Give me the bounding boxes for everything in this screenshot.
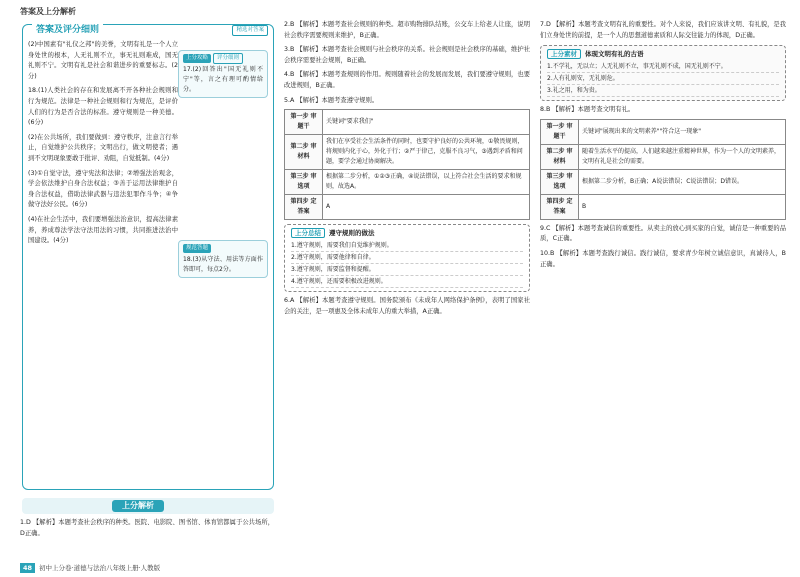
table-cell: 第三步 审选项 xyxy=(285,170,323,195)
table-row xyxy=(541,144,786,169)
page-footer xyxy=(20,563,160,573)
section-bar xyxy=(22,498,274,514)
card-tag: 精选对答案 xyxy=(232,25,268,36)
summary-line: 4.遵守规则，还需要积极改进规则。 xyxy=(291,276,523,288)
summary-line: 1.遵守规则，需要我们自觉维护规则。 xyxy=(291,240,523,252)
table-cell: A xyxy=(323,195,530,220)
table-cell: 第四步 定答案 xyxy=(285,195,323,220)
summary-title xyxy=(291,228,523,238)
column-2 xyxy=(284,20,530,317)
analysis-table-5 xyxy=(284,109,530,220)
answer-18-2: (2)在公共场所，我们要做到：遵守秩序，注意言行举止，自觉维护公共秩序；文明出行，做文明使者；遇到不文明现象要敢于批评、劝阻，自觉抵制。(4分) xyxy=(28,133,178,162)
answer-17-2: (2)中国素有"礼仪之邦"的美誉，文明有礼是一个人立身处世的根本，人无礼则不立，事无礼则难成，国无礼则不宁。文明有礼是社会和谐进步的重要标志。(2分) xyxy=(28,41,178,80)
summary-badge: 上分总结 xyxy=(291,228,325,238)
table-row xyxy=(285,170,530,195)
card-title: 答案及评分细则 xyxy=(32,24,103,38)
material-heading: 体现文明有礼的古语 xyxy=(585,50,644,59)
summary-line: 3.遵守规则，需要监督和提醒。 xyxy=(291,264,523,276)
material-line: 2.人有礼则安，无礼则危。 xyxy=(547,73,779,85)
table-cell: 第三步 审选项 xyxy=(541,169,579,194)
table-cell: B xyxy=(579,194,786,219)
summary-box xyxy=(284,224,530,292)
side-tag: 评分细则 xyxy=(213,53,243,64)
table-cell: 我们在享受社会生活条件的同时，也要守护良好的公共环境，①敬畏规则，将规则内化于心，外化于行；②严于律己，克服不良习气，③遇到矛盾和问题，要学会通过协商解决。 xyxy=(323,135,530,170)
table-row xyxy=(541,169,786,194)
table-row xyxy=(541,194,786,219)
answer-1: 1.D 【解析】本题考查社会秩序的种类。医院、电影院、图书馆、体育馆都属于公共场所，D正确。 xyxy=(20,519,274,537)
answer-5: 5.A 【解析】本题考查遵守规则。 xyxy=(284,96,379,104)
book-title: 初中上分卷·道德与法治八年级上册·人教版 xyxy=(39,563,161,572)
answer-6: 6.A 【解析】本题考查遵守规则。国务院颁布《未成年人网络保护条例》，表明了国家社会的关注，是一项惠及全体未成年人的重大举措，A正确。 xyxy=(284,297,530,315)
table-cell: 第一步 审题干 xyxy=(541,119,579,144)
answer-18-4: (4)在社会生活中，我们要增强法治意识，提高法律素养，养成尊法学法守法用法的习惯，共同推进法治中国建设。(4分) xyxy=(28,215,178,245)
table-cell: 第一步 审题干 xyxy=(285,110,323,135)
summary-heading: 遵守规则的做法 xyxy=(329,229,375,238)
side-label-2: 规范答题 xyxy=(183,244,211,253)
q1-block xyxy=(20,518,274,539)
summary-line: 2.遵守规则，需要他律和自律。 xyxy=(291,252,523,264)
table-cell: 第二步 审材料 xyxy=(285,135,323,170)
side-text: 17.(2)回答出"国无礼则不宁"等，言之有理可酌情给分。 xyxy=(183,65,263,93)
answer-18-1: 18.(1)人类社会的存在和发展离不开各种社会规则和行为规范。法律是一种社会规则和行为规范，是评价人们的行为是否合法的标准。遵守规则是一种美德。(6分) xyxy=(28,87,178,127)
table-row xyxy=(285,135,530,170)
table-cell: 第四步 定答案 xyxy=(541,194,579,219)
table-cell: 关键词"要求我们" xyxy=(323,110,530,135)
section-title: 上分解析 xyxy=(112,500,164,512)
answer-8: 8.B 【解析】本题考查文明有礼。 xyxy=(540,106,635,114)
answer-7: 7.D 【解析】本题考查文明有礼的重要性。对个人来说，我们应该讲文明、有礼貌，是我们立身处世的前提，是一个人的思想道德素质和人际交往能力的体现，D正确。 xyxy=(540,21,786,39)
answer-9: 9.C 【解析】本题考查诚信的重要性。从卖主的放心到买家的自觉，诚信是一种重要的品质，C正确。 xyxy=(540,224,786,243)
side-note-1 xyxy=(178,50,268,98)
side-label: 上分攻略 xyxy=(183,54,211,63)
material-line: 1.不学礼，无以立；人无礼则不立，事无礼则不成，国无礼则不宁。 xyxy=(547,61,779,73)
material-title xyxy=(547,49,779,59)
table-cell: 根据第二步分析，①②③正确，④说法错误，以上符合社会生活的要求和规则，故选A。 xyxy=(323,170,530,195)
answer-3: 3.B 【解析】本题考查社会规则与社会秩序的关系。社会规则是社会秩序的基础，维护社会秩序需要社会规则，B正确。 xyxy=(284,46,530,64)
answer-10: 10.B 【解析】本题考查践行诚信。践行诚信，要求青少年树立诚信意识，真诚待人，B正确。 xyxy=(540,250,786,268)
column-1 xyxy=(28,40,178,247)
analysis-table-8 xyxy=(540,119,786,220)
card-header xyxy=(22,22,274,38)
table-cell: 关键词"展现出来的文明素养""符合这一现象" xyxy=(579,119,786,144)
answer-18-3: (3)①自觉守法，遵守宪法和法律；②增强法治观念，学会依法维护自身合法权益；③善于运用法律维护自身合法权益，借助法律武器与违法犯罪作斗争；④争做守法好公民。(6分) xyxy=(28,169,178,209)
table-row xyxy=(285,195,530,220)
page-number: 48 xyxy=(20,563,35,573)
table-cell: 随着生活水平的提高，人们越来越注重精神世界，作为一个人的文明素养，文明有礼是社会的需要。 xyxy=(579,144,786,169)
table-row xyxy=(285,110,530,135)
table-row xyxy=(541,119,786,144)
answer-4: 4.B 【解析】本题考查规则的作用。规则随着社会的发展而发展，我们要遵守规则，也要改进规则，B正确。 xyxy=(284,71,530,89)
answer-2: 2.B 【解析】本题考查社会规则的种类。超市购物排队结账，公交车上给老人让座，说明社会秩序需要规则来维护，B正确。 xyxy=(284,21,530,39)
column-3 xyxy=(540,20,786,270)
material-line: 3.礼之用，和为贵。 xyxy=(547,85,779,97)
side-note-2 xyxy=(178,240,268,278)
page-header: 答案及上分解析 xyxy=(20,7,76,16)
material-badge: 上分素材 xyxy=(547,49,581,59)
side-text-2: 18.(3)从守法、用法等方面作答即可，每点2分。 xyxy=(183,255,263,273)
table-cell: 第二步 审材料 xyxy=(541,144,579,169)
material-box xyxy=(540,45,786,101)
table-cell: 根据第二步分析，B正确；A说法错误；C说法错误；D错误。 xyxy=(579,169,786,194)
